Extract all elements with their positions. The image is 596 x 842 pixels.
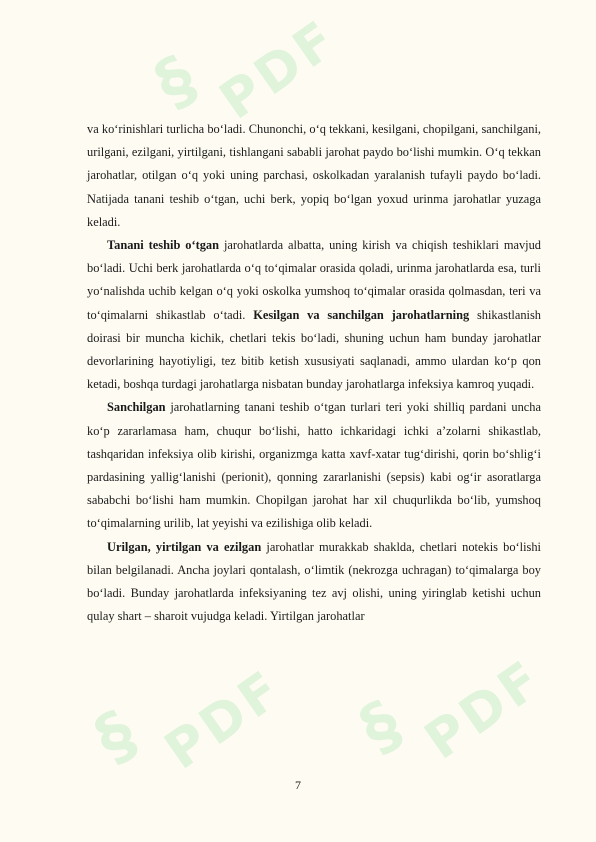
- page-number: 7: [295, 778, 301, 792]
- bold-term: Urilgan, yirtilgan va ezilgan: [107, 539, 262, 554]
- text-run: jarohatlar murakkab shaklda, chetlari notekis bo‘lishi bilan belgilanadi. Ancha joylari qontalash, o‘limtik (nekrozga uchragan) to‘qimalarga boy bo‘ladi. Bunday jarohatlarda infeksiyaning tez avj olishi, uning yiringlab ketishi uchun qulay shart – sharoit vujudga keladi. Yirtilgan jarohatlar: [87, 539, 541, 624]
- text-run: shikastlanish doirasi bir muncha kichik, chetlari tekis bo‘ladi, shuning uchun ham bunday jarohatlar devorlarining hayotiyligi, tez bitib ketish xususiyati saqlanadi, ammo ulardan ko‘p qon ketadi, boshqa turdagi jarohatlarga nisbatan bunday jarohatlarga infeksiya kamroq yuqadi.: [87, 307, 541, 392]
- watermark-logo-icon: §: [348, 686, 414, 768]
- bold-term: Sanchilgan: [107, 400, 166, 415]
- watermark-text: PDF: [209, 8, 350, 132]
- bold-term: Tanani teshib o‘tgan: [107, 238, 220, 253]
- text-run: va ko‘rinishlari turlicha bo‘ladi. Chunonchi, o‘q tekkani, kesilgani, chopilgani, sanchilgani, urilgani, ezilgani, yirtilgani, tishlangani sababli jarohat paydo bo‘lishi mumkin. O‘q tekkan jarohatlar, otilgan o‘q yoki uning parchasi, oskolkadan yaralanish tufayli paydo bo‘ladi. Natijada tanani teshib o‘tgan, uchi berk, yopiq bo‘lgan yoxud urinma jarohatlar yuzaga keladi.: [87, 122, 541, 229]
- text-run: jarohatlarda albatta, uning kirish va chiqish teshiklari mavjud bo‘ladi. Uchi berk jarohatlarda o‘q to‘qimalar orasida qoladi, urinma jarohatlarda esa, turli yo‘nalishda uchib kelgan o‘q yoki oskolka yumshoq to‘qimalar orasida qolmasdan, teri va to‘qimalarni shikastlab o‘tadi.: [87, 238, 541, 322]
- paragraph: [87, 396, 541, 535]
- watermark-logo-icon: §: [143, 41, 209, 123]
- watermark-logo-icon: §: [83, 696, 149, 778]
- paragraph: [87, 118, 541, 234]
- watermark-text: PDF: [154, 658, 295, 782]
- bold-term: Kesilgan va sanchilgan jarohatlarning: [253, 307, 470, 322]
- paragraph: [87, 536, 541, 629]
- body-text: [87, 118, 541, 628]
- text-run: jarohatlarning tanani teshib o‘tgan turlari teri yoki shilliq pardani uncha ko‘p zararlamasa ham, chuqur bo‘lishi, hatto ichkaridagi ichki a’zolarni shikastlab, tashqaridan infeksiya olib kirishi, organizmga katta xavf-xatar tug‘dirishi, qorin bo‘shlig‘i pardasining yallig‘lanishi (perionit), qonning zararlanishi (sepsis) kabi og‘ir asoratlarga sababchi bo‘lishi ham mumkin. Chopilgan jarohat har xil chuqurlikda bo‘lib, yumshoq to‘qimalarning urilib, lat yeyishi va ezilishiga olib keladi.: [87, 400, 541, 531]
- watermark-text: PDF: [414, 648, 555, 772]
- paragraph: [87, 234, 541, 396]
